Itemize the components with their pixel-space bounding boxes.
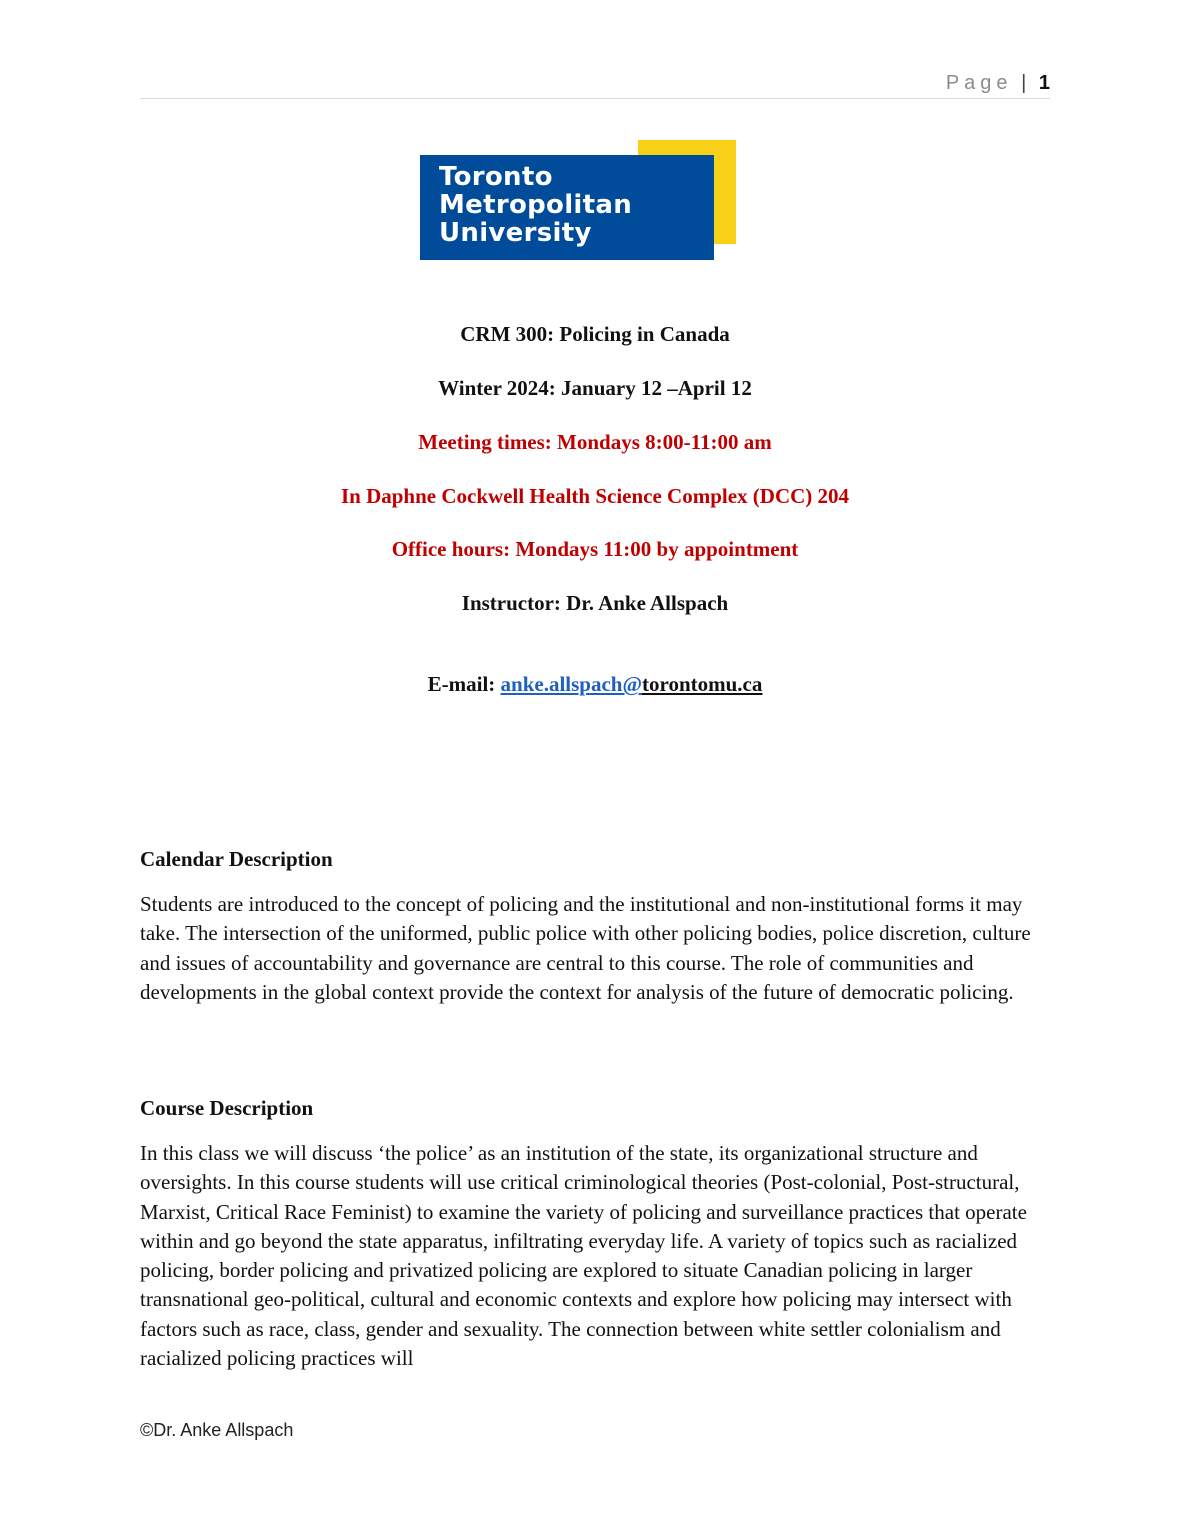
logo-text	[439, 163, 632, 247]
course-title: CRM 300: Policing in Canada	[460, 322, 730, 346]
email-link[interactable]	[501, 672, 763, 696]
course-description-heading: Course Description	[140, 1096, 314, 1120]
page-header	[140, 68, 1050, 99]
calendar-description-body: Students are introduced to the concept of policing and the institutional and non-institutional forms it may take. The intersection of the uniformed, public police with other policing bodies, police discretion, culture and issues of accountability and governance are central to this course. The role of communities and developments in the global context provide the context for analysis of the future of democratic policing.	[140, 892, 1031, 1004]
page-word: Page	[945, 72, 1013, 94]
email-line	[0, 672, 1190, 697]
email-domain: torontomu.ca	[642, 672, 763, 696]
course-term: Winter 2024: January 12 –April 12	[438, 376, 752, 400]
course-description-body: In this class we will discuss ‘the police’ as an institution of the state, its organizational structure and oversights. In this course students will use critical criminological theories (Post-colonial, Post-structural, Marxist, Critical Race Feminist) to examine the variety of policing and surveillance practices that operate within and go beyond the state apparatus, infiltrating everyday life. A variety of topics such as racialized policing, border policing and privatized policing are explored to situate Canadian policing in larger transnational geo-political, cultural and economic contexts and explore how policing may intersect with factors such as race, class, gender and sexuality. The connection between white settler colonialism and racialized policing practices will	[140, 1141, 1027, 1371]
email-label: E-mail:	[427, 672, 501, 696]
page-number	[946, 72, 1050, 95]
logo-line-3: University	[439, 218, 592, 248]
logo-line-1: Toronto	[439, 162, 553, 192]
page-separator: |	[1021, 72, 1027, 94]
course-location: In Daphne Cockwell Health Science Complex (DCC) 204	[340, 484, 850, 508]
instructor: Instructor: Dr. Anke Allspach	[461, 591, 729, 615]
office-hours: Office hours: Mondays 11:00 by appointment	[391, 537, 799, 561]
meeting-times: Meeting times: Mondays 8:00-11:00 am	[418, 430, 772, 454]
footer-copyright: ©Dr. Anke Allspach	[140, 1420, 294, 1440]
calendar-description-heading: Calendar Description	[140, 847, 333, 871]
logo-line-2: Metropolitan	[439, 190, 633, 220]
page-number-value: 1	[1038, 72, 1050, 94]
email-user: anke.allspach@	[500, 672, 643, 696]
university-logo	[420, 140, 736, 260]
